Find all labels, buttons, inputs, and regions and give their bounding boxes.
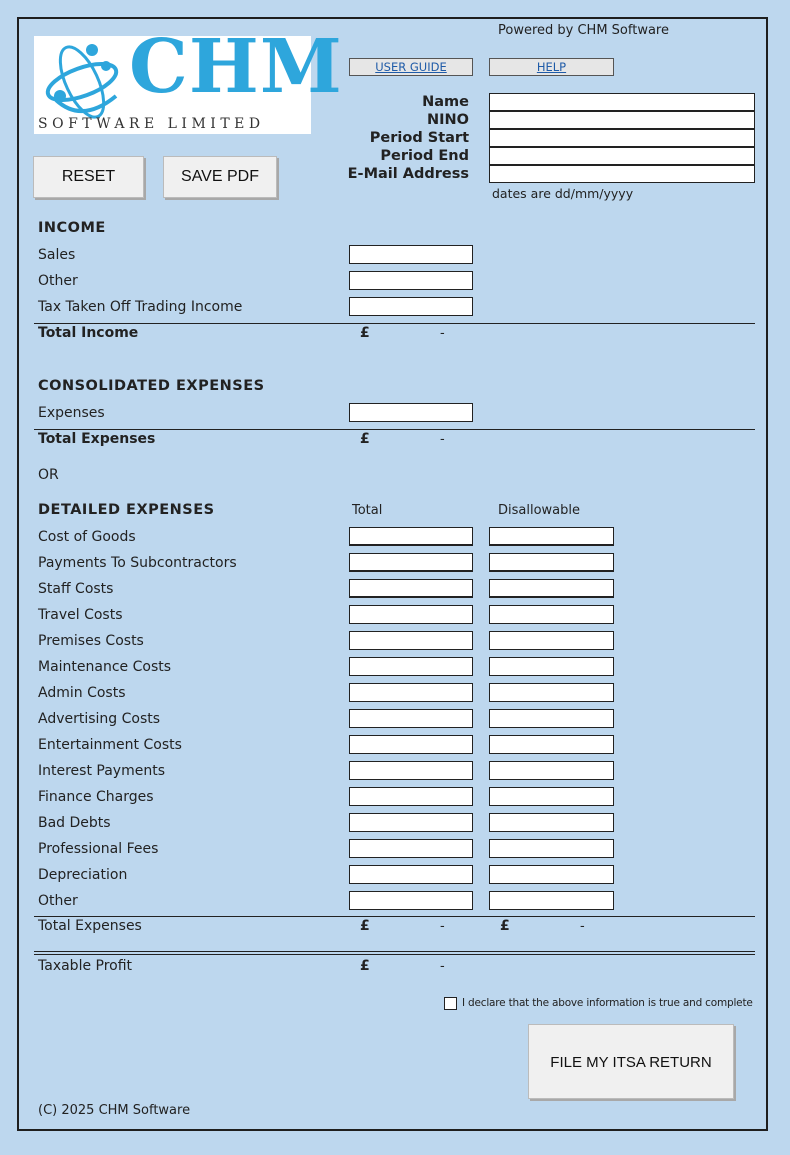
divider: [34, 323, 755, 324]
expense-total-input-travel-costs[interactable]: [349, 605, 473, 624]
income-heading: INCOME: [38, 220, 106, 236]
email-label: E-Mail Address: [347, 166, 469, 182]
other-income-label: Other: [38, 273, 78, 289]
expense-disallowable-input-depreciation[interactable]: [489, 865, 614, 884]
expense-label-entertainment-costs: Entertainment Costs: [38, 737, 182, 753]
expense-label-staff-costs: Staff Costs: [38, 581, 114, 597]
period-end-field[interactable]: [489, 147, 755, 165]
expense-label-professional-fees: Professional Fees: [38, 841, 159, 857]
expense-total-input-entertainment-costs[interactable]: [349, 735, 473, 754]
total-income-currency: £: [360, 325, 370, 341]
reset-button[interactable]: RESET: [33, 156, 144, 198]
expense-disallowable-input-admin-costs[interactable]: [489, 683, 614, 702]
divider: [34, 954, 755, 955]
nino-field[interactable]: [489, 111, 755, 129]
user-guide-link[interactable]: USER GUIDE: [349, 58, 473, 76]
help-link[interactable]: HELP: [489, 58, 614, 76]
period-end-label: Period End: [380, 148, 469, 164]
consolidated-heading: CONSOLIDATED EXPENSES: [38, 378, 265, 394]
expense-total-input-professional-fees[interactable]: [349, 839, 473, 858]
expense-label-cost-of-goods: Cost of Goods: [38, 529, 136, 545]
expense-label-payments-to-subcontractors: Payments To Subcontractors: [38, 555, 237, 571]
expenses-label: Expenses: [38, 405, 105, 421]
logo-subtitle: SOFTWARE LIMITED: [38, 116, 265, 132]
period-start-label: Period Start: [369, 130, 469, 146]
column-total-header: Total: [352, 503, 383, 518]
disallowable-total-value: -: [580, 919, 585, 934]
expense-disallowable-input-payments-to-subcontractors[interactable]: [489, 553, 614, 572]
nino-label: NINO: [427, 112, 469, 128]
expense-total-input-bad-debts[interactable]: [349, 813, 473, 832]
expense-disallowable-input-advertising-costs[interactable]: [489, 709, 614, 728]
disallowable-total-currency: £: [500, 918, 510, 934]
expense-total-input-admin-costs[interactable]: [349, 683, 473, 702]
divider: [34, 916, 755, 917]
detailed-heading: DETAILED EXPENSES: [38, 502, 215, 518]
date-format-note: dates are dd/mm/yyyy: [492, 186, 634, 201]
name-label: Name: [422, 94, 469, 110]
expense-disallowable-input-bad-debts[interactable]: [489, 813, 614, 832]
powered-by: Powered by CHM Software: [498, 23, 669, 38]
name-field[interactable]: [489, 93, 755, 111]
expense-disallowable-input-premises-costs[interactable]: [489, 631, 614, 650]
expense-total-input-payments-to-subcontractors[interactable]: [349, 553, 473, 572]
expense-label-admin-costs: Admin Costs: [38, 685, 126, 701]
detailed-total-label: Total Expenses: [38, 918, 142, 934]
period-start-field[interactable]: [489, 129, 755, 147]
taxable-profit-value: -: [440, 959, 445, 974]
logo-word: CHM: [129, 24, 343, 110]
divider: [34, 429, 755, 430]
expense-total-input-depreciation[interactable]: [349, 865, 473, 884]
tax-taken-off-label: Tax Taken Off Trading Income: [38, 299, 243, 315]
expense-disallowable-input-finance-charges[interactable]: [489, 787, 614, 806]
expense-total-input-staff-costs[interactable]: [349, 579, 473, 598]
expense-total-input-cost-of-goods[interactable]: [349, 527, 473, 546]
chm-logo: [34, 24, 343, 134]
expense-disallowable-input-maintenance-costs[interactable]: [489, 657, 614, 676]
total-income-label: Total Income: [38, 325, 139, 341]
expense-total-input-maintenance-costs[interactable]: [349, 657, 473, 676]
other-income-input[interactable]: [349, 271, 473, 290]
sales-input[interactable]: [349, 245, 473, 264]
column-disallowable-header: Disallowable: [498, 503, 580, 518]
expense-disallowable-input-travel-costs[interactable]: [489, 605, 614, 624]
expense-disallowable-input-interest-payments[interactable]: [489, 761, 614, 780]
tax-taken-off-input[interactable]: [349, 297, 473, 316]
expense-total-input-finance-charges[interactable]: [349, 787, 473, 806]
sales-label: Sales: [38, 247, 76, 263]
total-income-value: -: [440, 326, 445, 341]
taxable-profit-label: Taxable Profit: [38, 958, 133, 974]
expense-disallowable-input-professional-fees[interactable]: [489, 839, 614, 858]
divider: [34, 951, 755, 952]
file-return-button[interactable]: FILE MY ITSA RETURN: [528, 1024, 734, 1099]
expense-disallowable-input-entertainment-costs[interactable]: [489, 735, 614, 754]
expense-label-other: Other: [38, 893, 78, 909]
copyright: (C) 2025 CHM Software: [38, 1103, 191, 1118]
expense-label-premises-costs: Premises Costs: [38, 633, 144, 649]
expense-label-maintenance-costs: Maintenance Costs: [38, 659, 172, 675]
expense-label-advertising-costs: Advertising Costs: [38, 711, 161, 727]
detailed-total-currency: £: [360, 918, 370, 934]
expense-label-bad-debts: Bad Debts: [38, 815, 111, 831]
expense-label-travel-costs: Travel Costs: [38, 607, 123, 623]
expense-total-input-other[interactable]: [349, 891, 473, 910]
expense-disallowable-input-staff-costs[interactable]: [489, 579, 614, 598]
expense-label-depreciation: Depreciation: [38, 867, 128, 883]
or-text: OR: [38, 467, 59, 483]
save-pdf-button[interactable]: SAVE PDF: [163, 156, 277, 198]
detailed-total-value: -: [440, 919, 445, 934]
expense-label-finance-charges: Finance Charges: [38, 789, 154, 805]
expense-total-input-advertising-costs[interactable]: [349, 709, 473, 728]
expense-disallowable-input-cost-of-goods[interactable]: [489, 527, 614, 546]
consolidated-total-value: -: [440, 432, 445, 447]
expense-label-interest-payments: Interest Payments: [38, 763, 165, 779]
consolidated-total-currency: £: [360, 431, 370, 447]
expense-total-input-interest-payments[interactable]: [349, 761, 473, 780]
declaration-checkbox[interactable]: [444, 997, 457, 1010]
expense-disallowable-input-other[interactable]: [489, 891, 614, 910]
consolidated-expenses-input[interactable]: [349, 403, 473, 422]
declaration-text: I declare that the above information is true and complete: [462, 997, 753, 1009]
taxable-profit-currency: £: [360, 958, 370, 974]
email-field[interactable]: [489, 165, 755, 183]
expense-total-input-premises-costs[interactable]: [349, 631, 473, 650]
consolidated-total-label: Total Expenses: [38, 431, 156, 447]
